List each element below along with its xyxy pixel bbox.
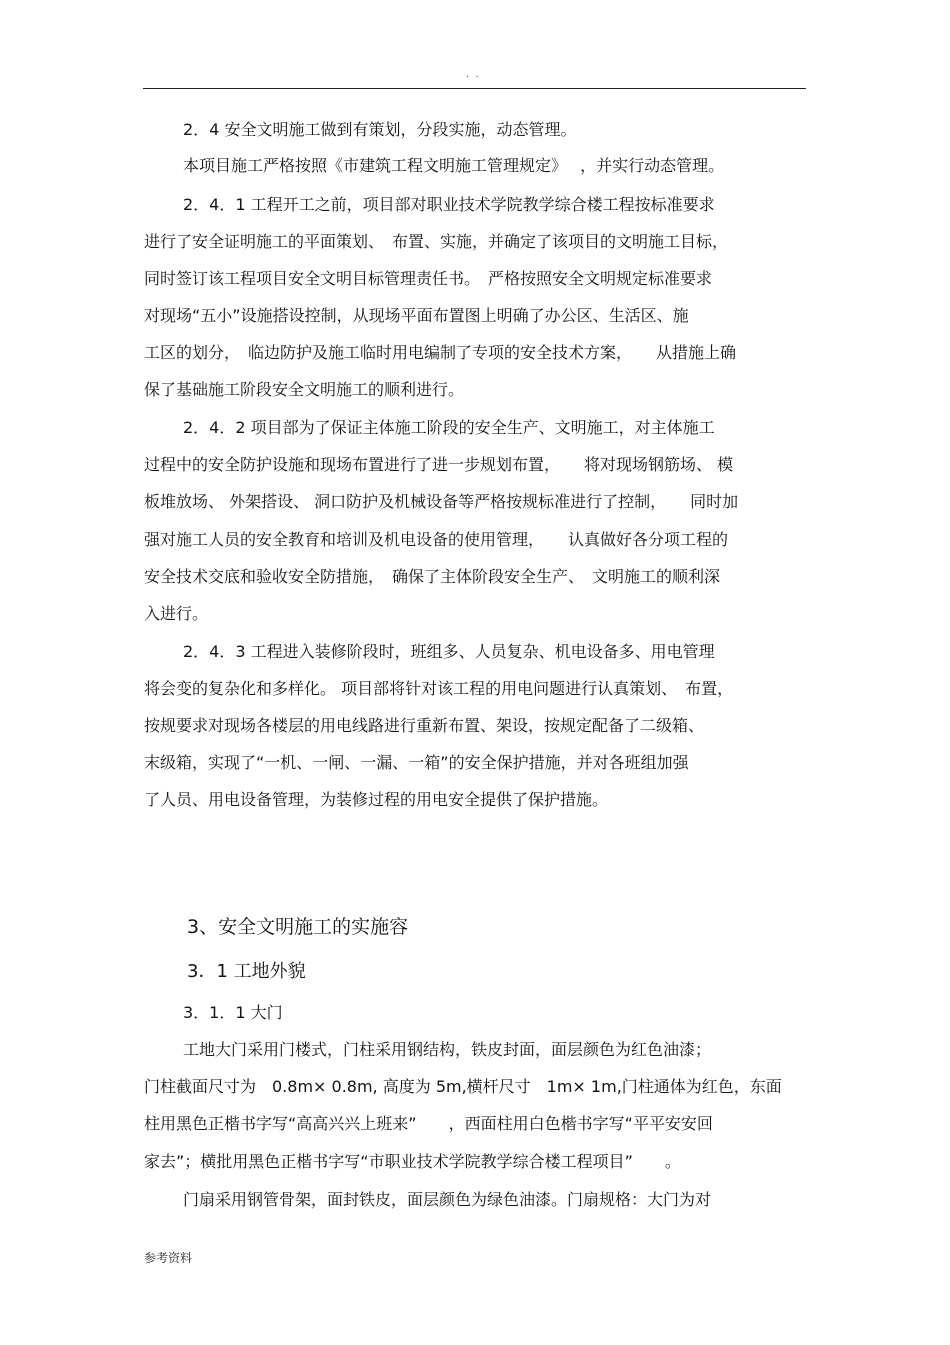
paragraph-line: 对现场“五小”设施搭设控制，从现场平面布置图上明确了办公区、生活区、施 xyxy=(144,306,689,325)
paragraph-line: 保了基础施工阶段安全文明施工的顺利进行。 xyxy=(144,380,465,399)
section-3-heading: 3、安全文明施工的实施容 xyxy=(187,916,409,938)
paragraph-line: 工区的划分， 临边防护及施工临时用电编制了专项的安全技术方案， 从措施上确 xyxy=(144,343,737,362)
section-3-1-1-heading: 3．1．1 大门 xyxy=(183,1003,283,1022)
footer-label: 参考资料 xyxy=(144,1251,193,1265)
paragraph-line: 将会变的复杂化和多样化。 项目部将针对该工程的用电问题进行认真策划、 布置， xyxy=(144,679,734,698)
section-3-1-heading: 3．1 工地外貌 xyxy=(187,961,306,982)
paragraph-line: 强对施工人员的安全教育和培训及机电设备的使用管理， 认真做好各分项工程的 xyxy=(144,530,729,549)
paragraph-line: 工地大门采用门楼式，门柱采用钢结构，铁皮封面，面层颜色为红色油漆； xyxy=(183,1040,712,1059)
paragraph-line: 入进行。 xyxy=(144,604,209,623)
section-2-4-2-line: 2．4．2 项目部为了保证主体施工阶段的安全生产、文明施工，对主体施工 xyxy=(183,418,715,437)
header-rule xyxy=(143,88,806,89)
section-2-4-heading: 2．4 安全文明施工做到有策划，分段实施，动态管理。 xyxy=(183,120,577,139)
paragraph-line: 同时签订该工程项目安全文明目标管理责任书。 严格按照安全文明规定标准要求 xyxy=(144,269,713,288)
section-2-4-1-line: 2．4．1 工程开工之前，项目部对职业技术学院教学综合楼工程按标准要求 xyxy=(183,195,715,214)
paragraph-line: 板堆放场、 外架搭设、 洞口防护及机械设备等严格按规标准进行了控制， 同时加 xyxy=(144,492,739,511)
paragraph-line: 柱用黑色正楷书字写“高高兴兴上班来” ，西面柱用白色楷书字写“平平安安回 xyxy=(144,1114,713,1133)
paragraph-line: 了人员、用电设备管理，为装修过程的用电安全提供了保护措施。 xyxy=(144,790,609,809)
paragraph-line: 门柱截面尺寸为 0.8m× 0.8m, 高度为 5m,横杆尺寸 1m× 1m,门柱通体为红色，东面 xyxy=(144,1077,782,1096)
paragraph-line: 进行了安全证明施工的平面策划、 布置、实施，并确定了该项目的文明施工目标， xyxy=(144,232,729,251)
paragraph-line: 按规要求对现场各楼层的用电线路进行重新布置、架设，按规定配备了二级箱、 xyxy=(144,716,705,735)
paragraph-line: 过程中的安全防护设施和现场布置进行了进一步规划布置， 将对现场钢筋场、 模 xyxy=(144,455,734,474)
paragraph-line: 门扇采用钢管骨架，面封铁皮，面层颜色为绿色油漆。门扇规格：大门为对 xyxy=(183,1190,712,1209)
paragraph-line: 末级箱，实现了“一机、一闸、一漏、一箱”的安全保护措施，并对各班组加强 xyxy=(144,753,689,772)
header-mark: . . xyxy=(466,70,481,80)
paragraph-line: 家去”；横批用黑色正楷书字写“市职业技术学院教学综合楼工程项目” 。 xyxy=(144,1152,681,1171)
paragraph-line: 安全技术交底和验收安全防措施， 确保了主体阶段安全生产、 文明施工的顺利深 xyxy=(144,567,721,586)
paragraph-line: 本项目施工严格按照《市建筑工程文明施工管理规定》 ，并实行动态管理。 xyxy=(183,156,725,175)
section-2-4-3-line: 2．4．3 工程进入装修阶段时，班组多、人员复杂、机电设备多、用电管理 xyxy=(183,642,715,661)
